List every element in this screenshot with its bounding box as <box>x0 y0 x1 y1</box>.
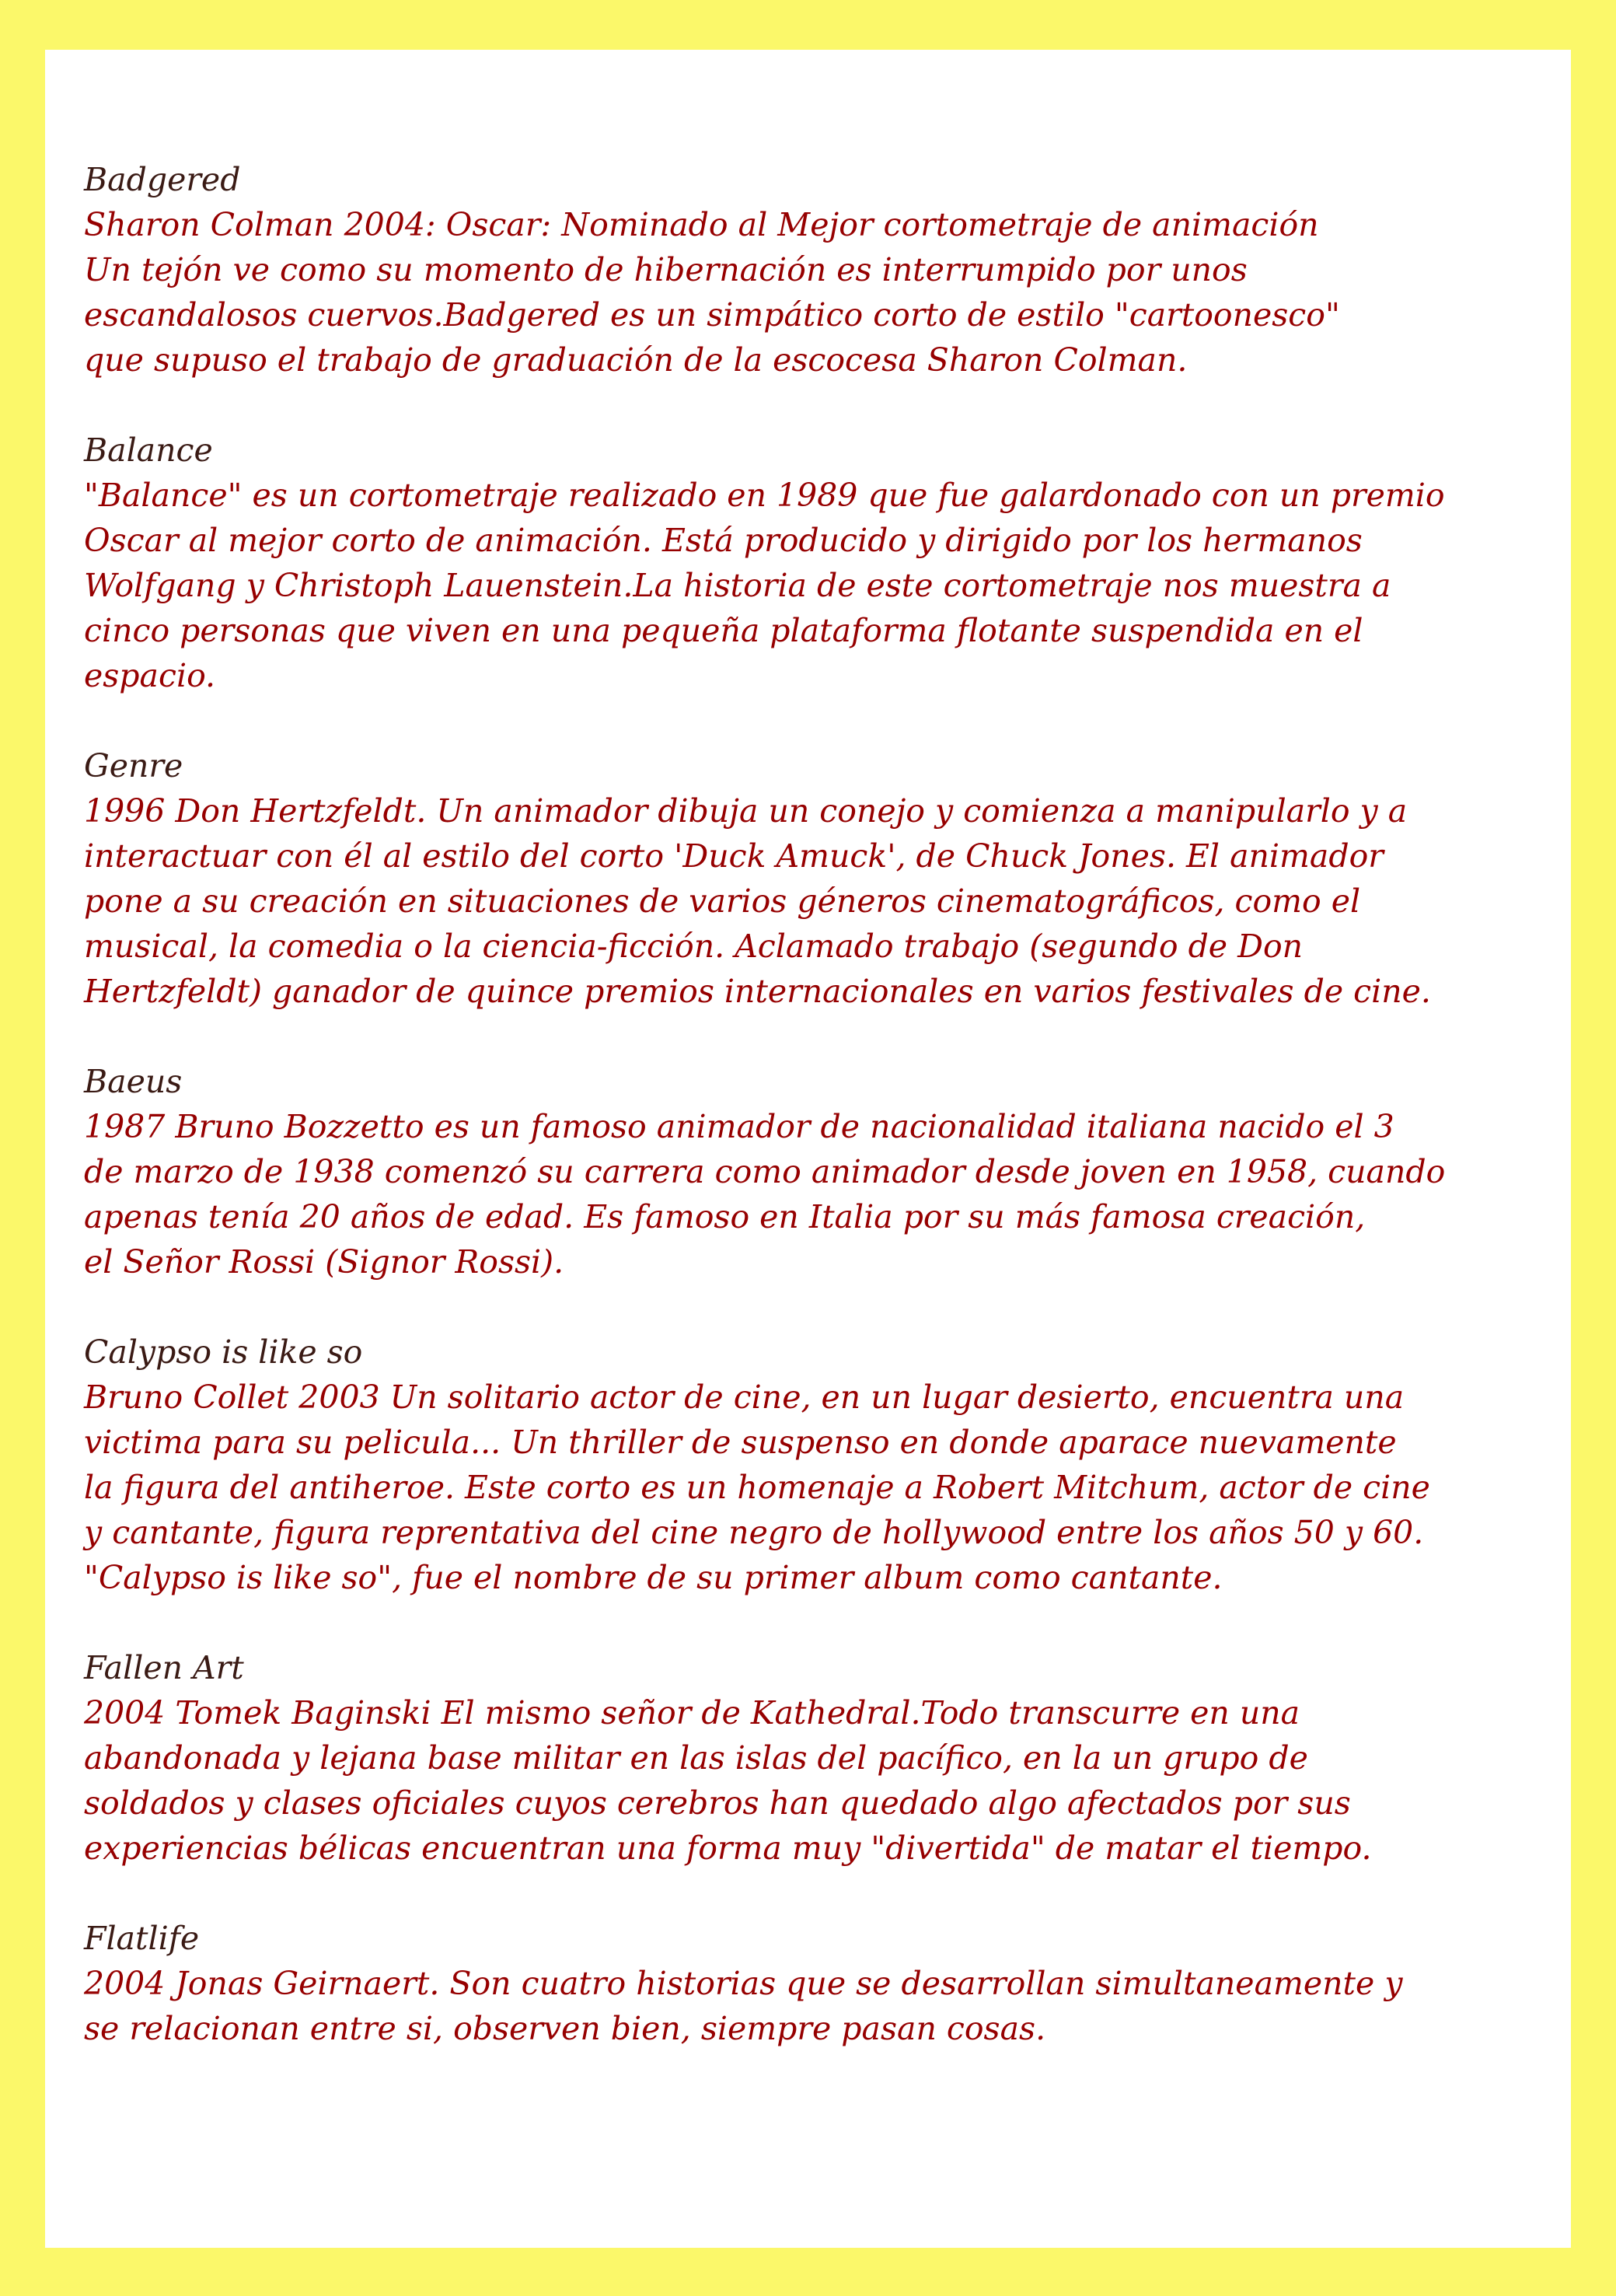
entry-line: Wolfgang y Christoph Lauenstein.La historia de este cortometraje nos muestra a <box>84 567 1391 604</box>
entry-line: "Balance" es un cortometraje realizado en 1989 que fue galardonado con un premio <box>84 477 1445 514</box>
entry-title: Badgered <box>84 161 241 198</box>
entry-line: se relacionan entre si, observen bien, siempre pasan cosas. <box>84 2010 1046 2047</box>
document-content <box>84 157 1561 2096</box>
entry-line: Hertzfeldt) ganador de quince premios internacionales en varios festivales de cine. <box>84 973 1431 1010</box>
entry-line: cinco personas que viven en una pequeña plataforma flotante suspendida en el <box>84 612 1363 649</box>
entry-line: "Calypso is like so", fue el nombre de su primer album como cantante. <box>84 1559 1223 1596</box>
document-page <box>45 50 1571 2248</box>
entry-line: el Señor Rossi (Signor Rossi). <box>84 1243 564 1281</box>
entry-line: espacio. <box>84 657 216 694</box>
entry-line: victima para su pelicula... Un thriller de suspenso en donde aparace nuevamente <box>84 1424 1397 1461</box>
entry-calypso-is-like-so <box>84 1330 1561 1600</box>
entry-line: interactuar con él al estilo del corto 'Duck Amuck', de Chuck Jones. El animador <box>84 837 1384 875</box>
entry-fallen-art <box>84 1645 1561 1871</box>
entry-title: Baeus <box>84 1063 183 1100</box>
entry-line: la figura del antiheroe. Este corto es un homenaje a Robert Mitchum, actor de cine <box>84 1469 1430 1506</box>
entry-line: Oscar al mejor corto de animación. Está producido y dirigido por los hermanos <box>84 522 1363 559</box>
entry-line: y cantante, figura reprentativa del cine negro de hollywood entre los años 50 y 60. <box>84 1514 1424 1551</box>
entry-badgered <box>84 157 1561 383</box>
entry-line: musical, la comedia o la ciencia-ficción. Aclamado trabajo (segundo de Don <box>84 928 1304 965</box>
entry-line: 2004 Jonas Geirnaert. Son cuatro historias que se desarrollan simultaneamente y <box>84 1965 1403 2002</box>
entry-title: Flatlife <box>84 1920 200 1957</box>
entry-line: Sharon Colman 2004: Oscar: Nominado al Mejor cortometraje de animación <box>84 206 1319 243</box>
entry-line: soldados y clases oficiales cuyos cerebros han quedado algo afectados por sus <box>84 1784 1351 1822</box>
entry-balance <box>84 428 1561 698</box>
entry-line: que supuso el trabajo de graduación de la escocesa Sharon Colman. <box>84 341 1188 379</box>
entry-flatlife <box>84 1916 1561 2051</box>
entry-line: Un tejón ve como su momento de hibernación es interrumpido por unos <box>84 251 1248 288</box>
entry-line: 1987 Bruno Bozzetto es un famoso animador de nacionalidad italiana nacido el 3 <box>84 1108 1394 1145</box>
entry-title: Balance <box>84 432 213 469</box>
entry-line: experiencias bélicas encuentran una forma muy "divertida" de matar el tiempo. <box>84 1829 1372 1867</box>
entry-title: Genre <box>84 747 183 785</box>
entry-line: Bruno Collet 2003 Un solitario actor de cine, en un lugar desierto, encuentra una <box>84 1379 1405 1416</box>
entry-line: pone a su creación en situaciones de varios géneros cinematográficos, como el <box>84 882 1361 920</box>
entry-line: apenas tenía 20 años de edad. Es famoso en Italia por su más famosa creación, <box>84 1198 1366 1235</box>
entry-line: 2004 Tomek Baginski El mismo señor de Kathedral.Todo transcurre en una <box>84 1694 1300 1732</box>
entry-baeus <box>84 1059 1561 1284</box>
entry-line: abandonada y lejana base militar en las islas del pacífico, en la un grupo de <box>84 1739 1308 1777</box>
entry-title: Fallen Art <box>84 1649 244 1686</box>
entry-line: escandalosos cuervos.Badgered es un simpático corto de estilo "cartoonesco" <box>84 296 1340 334</box>
entry-genre <box>84 743 1561 1014</box>
entry-line: 1996 Don Hertzfeldt. Un animador dibuja un conejo y comienza a manipularlo y a <box>84 792 1408 830</box>
entry-title: Calypso is like so <box>84 1333 363 1371</box>
entry-line: de marzo de 1938 comenzó su carrera como animador desde joven en 1958, cuando <box>84 1153 1446 1190</box>
